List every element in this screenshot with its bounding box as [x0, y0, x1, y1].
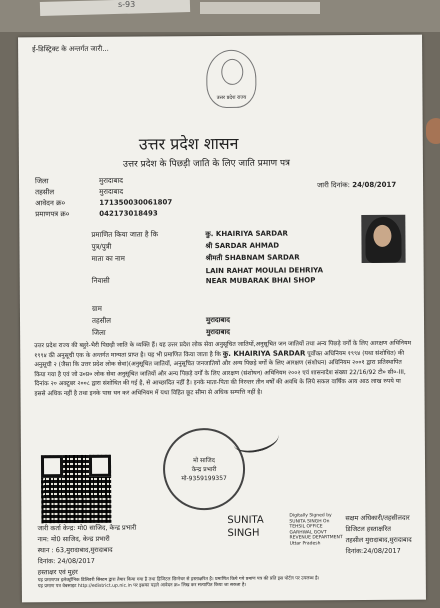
qr-code	[41, 455, 111, 523]
photo-face	[373, 225, 391, 247]
digital-signer-name	[227, 514, 287, 540]
body-applicant-name: कु. KHAIRIYA SARDAR	[222, 349, 306, 358]
certify-label-village: ग्राम	[91, 304, 102, 313]
certify-label-name: प्रमाणित किया जाता है कि	[91, 230, 158, 239]
finger	[426, 118, 440, 144]
sign-and-seal-label: हस्ताक्षर एवं मुहर	[37, 568, 78, 577]
field-value-tehsil: मुरादाबाद	[99, 187, 124, 196]
issue-date-value: 24/08/2017	[352, 180, 397, 190]
stamp-line-3: मो-9359199357	[181, 474, 227, 482]
background-paper-strip-2	[200, 2, 320, 14]
field-label-tehsil: तहसील	[35, 188, 55, 197]
background-scrap-text: s-93	[118, 0, 136, 9]
certify-label-resident: निवासी	[91, 276, 110, 285]
certify-value-district: मुरादाबाद	[206, 327, 231, 337]
caste-certificate-document	[18, 35, 426, 603]
center-name: नाम: मो0 साजिद, केन्द्र प्रभारी	[37, 534, 110, 544]
header-note: ई-डिस्ट्रिक्ट के अन्तर्गत जारी...	[32, 44, 109, 54]
certify-value-mother: श्रीमती SHABNAM SARDAR	[205, 253, 300, 263]
field-value-application-no: 171350030061807	[99, 198, 173, 207]
up-state-emblem-icon	[206, 50, 256, 108]
certify-value-name: कु. KHAIRIYA SARDAR	[205, 229, 288, 239]
certify-label-district: जिला	[92, 328, 106, 337]
footer-line-1: यह प्रमाणपत्र इलेक्ट्रॉनिक डिलिवरी सिस्टम द्वारा तैयार किया गया है तथा डिजिटल सिग्नेचर से हस्ताक्षरित है। प्रमाणित किये गये प्रमाण पत्र की प्रति इस पोर्टल पर उपलब्ध है।	[37, 576, 320, 584]
issuing-center-block	[37, 522, 207, 578]
officer-block	[345, 513, 425, 558]
field-value-certificate-no: 042173018493	[99, 209, 158, 218]
officer-sign-label: डिजिटल हस्ताक्षरित	[345, 524, 392, 534]
body-text-part-1: उत्तर प्रदेश राज्य की बहुरे-भैरी पिछड़ी जाति के व्यक्ति हैं। यह उत्तर प्रदेश लोक सेवा अनुसूचित जातियों,अनुसूचित जन जातियों तथा अन्य पिछड़े वर्गों के लिए आरक्षण अधिनियम १९९४ की अनुसूची एक के अन्तर्गत मान्यता प्राप्त है। यह भी प्रमाणित किया जाता है कि	[34, 339, 412, 359]
footer-note	[38, 576, 418, 591]
certify-label-tehsil: तहसील	[91, 316, 112, 325]
issue-date-label: जारी दिनांक:	[317, 181, 350, 190]
certify-value-parent: श्री SARDAR AHMAD	[205, 241, 280, 251]
signer-name-line-2: SINGH	[227, 527, 260, 539]
officer-title: सक्षम अधिकारी/तहसीलदार	[345, 513, 410, 523]
officer-date: दिनांक:24/08/2017	[345, 546, 401, 556]
certify-label-parent: पुत्र/पुत्री	[91, 242, 112, 251]
stamp-line-2: केन्द्र प्रभारी	[191, 465, 217, 473]
center-date: दिनांक: 24/08/2017	[37, 556, 95, 566]
footer-line-2: यह प्रमाण पत्र वेबसाइट http://edistrict.up.nic.in पर इसका पहले आवेदन क्र० लिख कर सत्यापित किया जा सकता है।	[37, 583, 247, 590]
field-label-application-no: आवेदन क्र०	[35, 199, 66, 208]
body-text-part-2: पूर्वोक्त अधिनियम १९९४ (यथा संशोधित) की अनुसूची २ (जैसा कि उत्तर प्रदेश लोक सेवा)(अनुसूचित जातियों, अनुसूचित जनजातियों और अन्य पिछड़े वर्गों के लिए आरक्षण (संशोधन) अधिनियम २००१ द्वारा प्रतिस्थापित किया गया है एवं जो उ०प्र० लोक सेवा अनुसूचित जातियों और अन्य पिछड़े वर्गों के लिए आरक्षण (संशोधन) अधिनियम २००२ एवं शासनादेश संख्या 22/16/92 टी० सी०-III, दिनांक २० अक्टूबर २००८ द्वारा संशोधित की गई है, से आच्छादित नहीं है। इनके माता-पिता की निरन्तर तीन वर्षों की अवधि के लिये सकल वार्षिक आय आठ लाख रुपये या इससे अधिक नहीं है तथा इनके पास धन कर अधिनियम में यथा विहित छूट सीमा से अधिक सम्पत्ति नहीं है।	[34, 349, 406, 398]
applicant-photo	[361, 215, 405, 263]
certify-value-tehsil: मुरादाबाद	[205, 315, 230, 325]
certify-value-resident: LAIN RAHAT MOULAI DEHRIYA NEAR MUBARAK BHAI SHOP	[205, 266, 324, 286]
field-label-district: जिला	[35, 177, 49, 186]
document-title: उत्तर प्रदेश शासन	[138, 133, 239, 154]
signer-name-line-1: SUNITA	[227, 514, 264, 526]
certify-label-mother: माता का नाम	[91, 254, 125, 263]
issue-date	[317, 181, 396, 191]
stamp-line-1: मो साजिद	[193, 456, 215, 464]
issued-by: जारी कर्ता केन्द्र: मो0 साजिद, केन्द्र प्रभारी	[37, 523, 137, 533]
field-label-certificate-no: प्रमाणपत्र क्र०	[35, 210, 70, 219]
document-subtitle: उत्तर प्रदेश के पिछड़ी जाति के लिए जाति प्रमाण पत्र	[122, 158, 291, 170]
officer-tehsil: तहसील मुरादाबाद,मुरादाबाद	[345, 535, 412, 545]
center-place: स्थान : 63,मुरादाबाद,मुरादाबाद	[37, 545, 113, 555]
field-value-district: मुरादाबाद	[99, 176, 123, 185]
certificate-body-text	[34, 339, 412, 399]
digital-signature-info: Digitally Signed by SUNITA SINGH On TEHSIL OFFICE GARHWAL GOVT REVENUE DEPARTMENT Uttar Pradesh	[289, 513, 343, 547]
emblem-text: उत्तर प्रदेश राज्य	[216, 94, 247, 102]
